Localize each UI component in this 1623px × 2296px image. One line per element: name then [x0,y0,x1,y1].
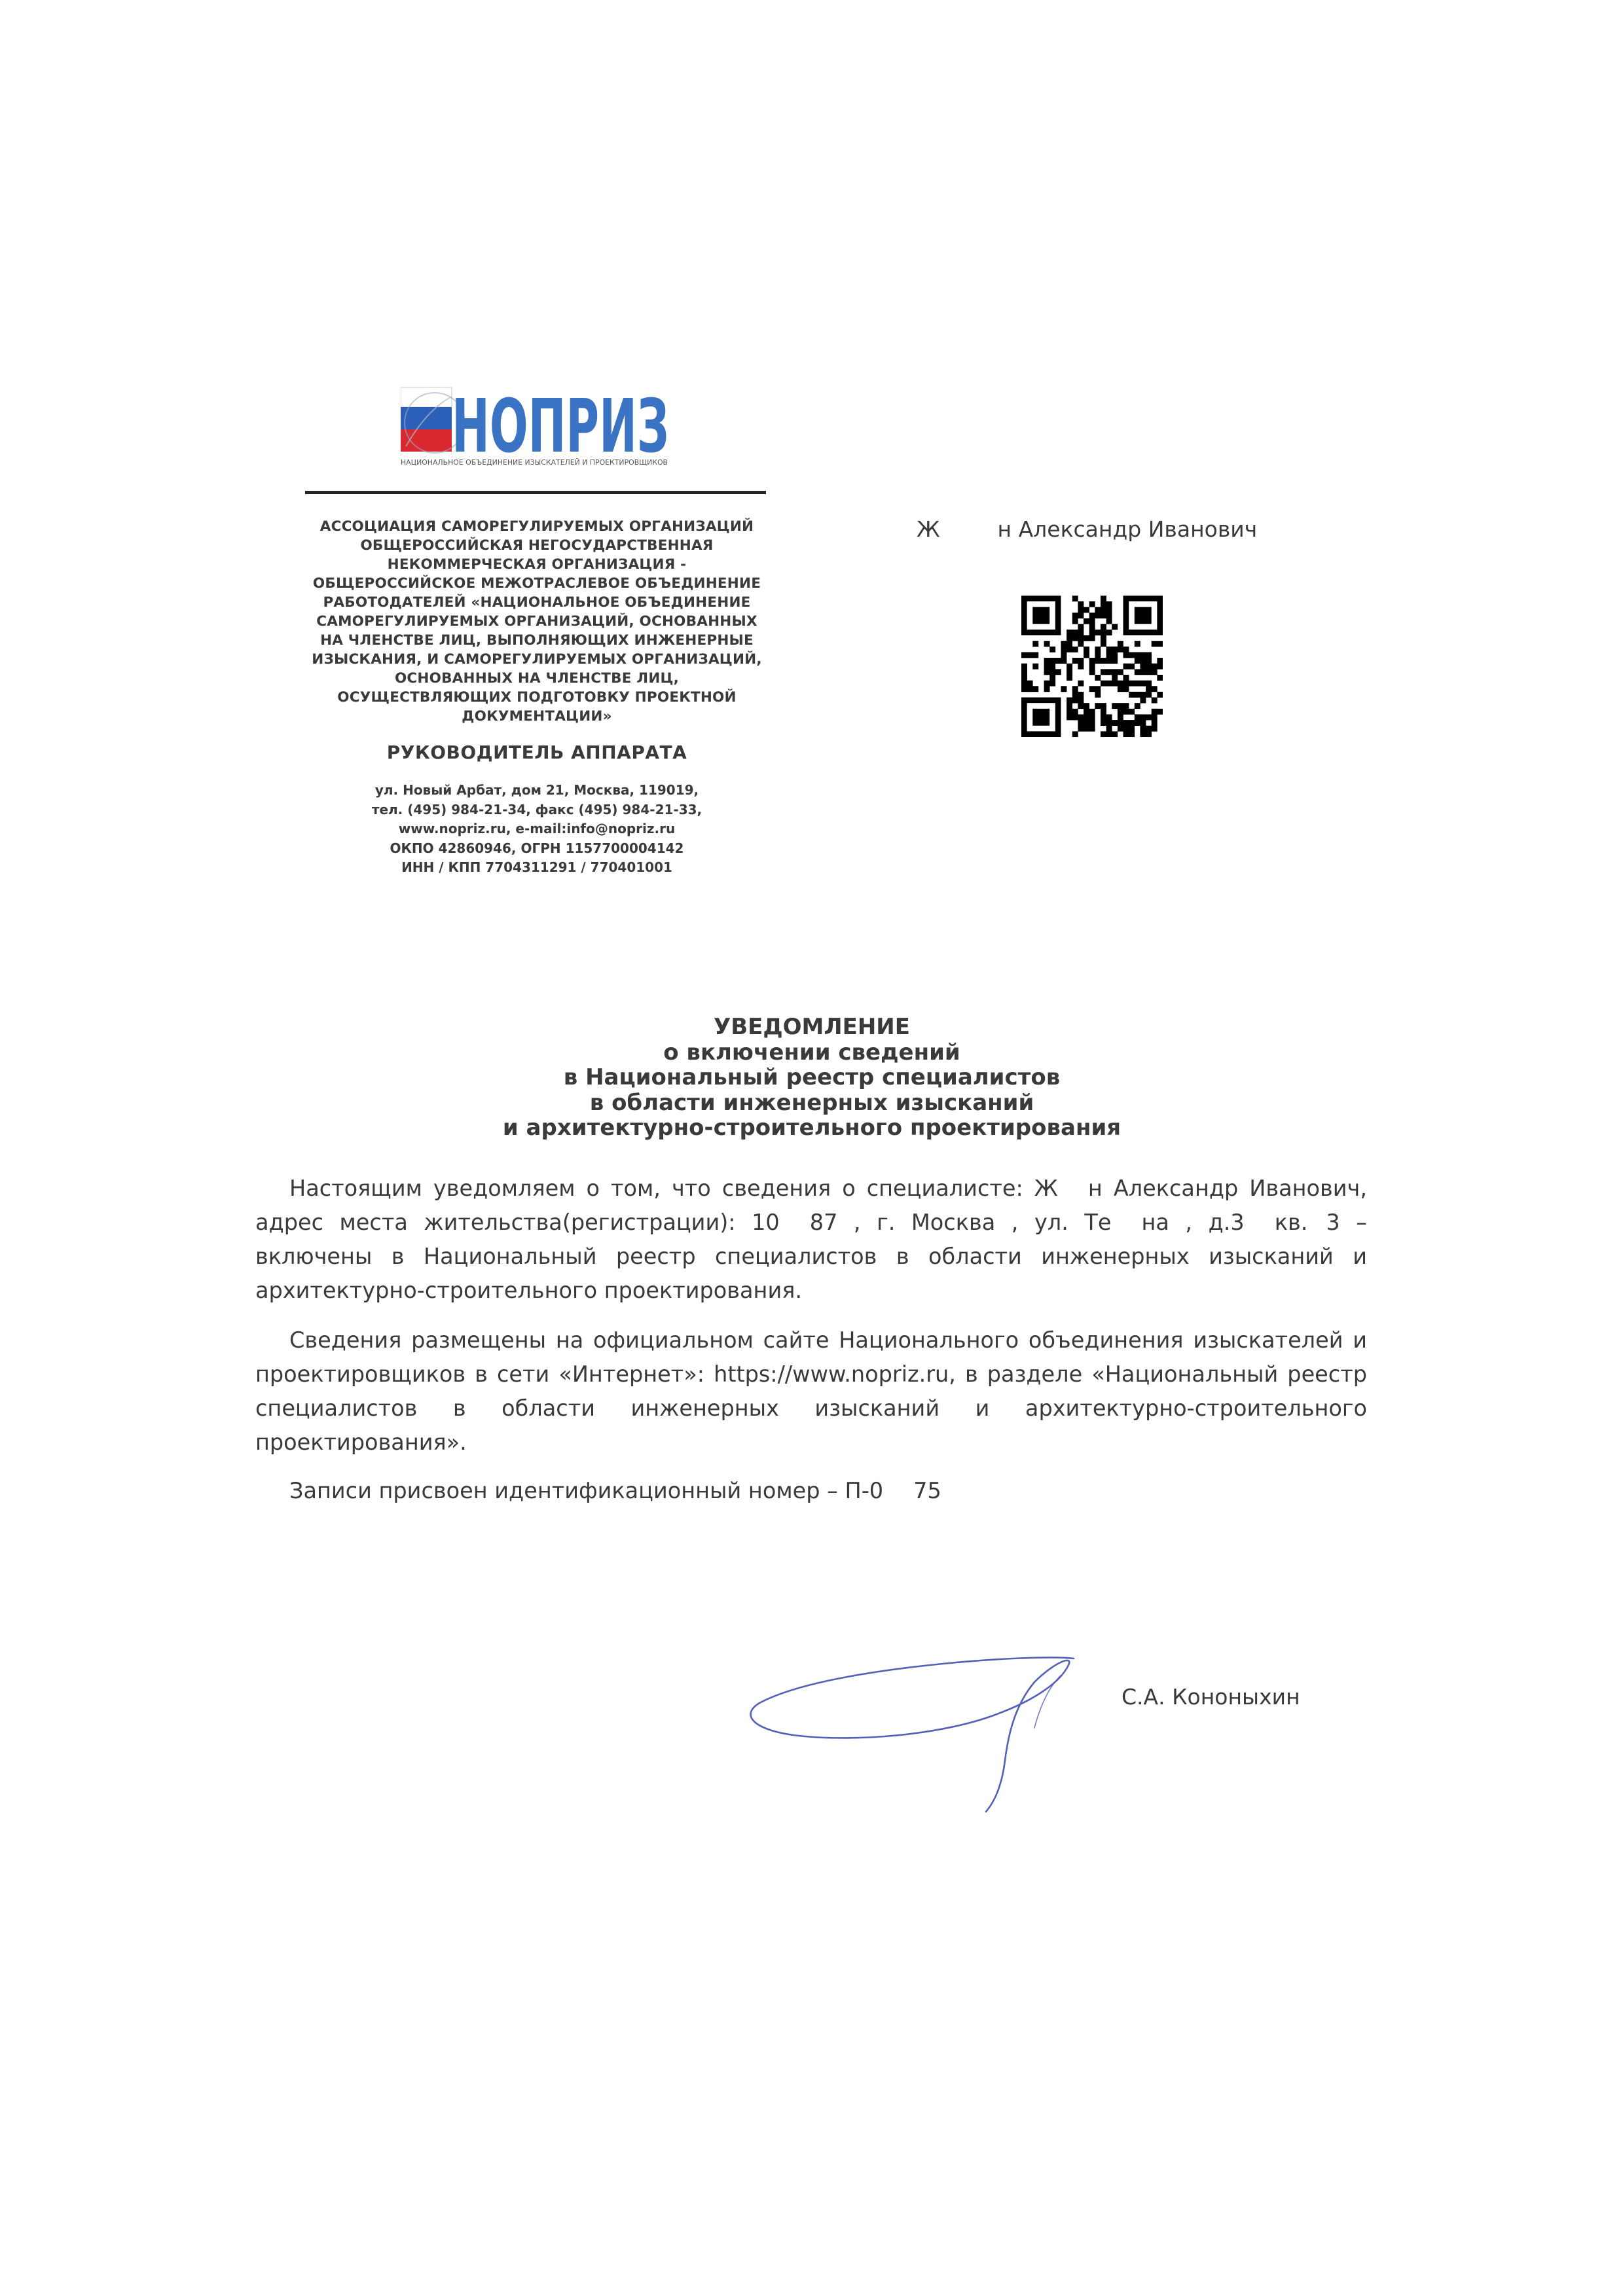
title-line: УВЕДОМЛЕНИЕ [714,1014,910,1040]
org-line: НА ЧЛЕНСТВЕ ЛИЦ, ВЫПОЛНЯЮЩИХ ИНЖЕНЕРНЫЕ [320,632,754,649]
organization-name [295,517,779,726]
org-line: ОБЩЕРОССИЙСКОЕ МЕЖОТРАСЛЕВОЕ ОБЪЕДИНЕНИЕ [312,575,761,592]
paragraph-identifier [255,1474,1367,1508]
body-text: 3 – [1326,1210,1367,1235]
position-title: РУКОВОДИТЕЛЬ АППАРАТА [386,742,687,763]
signer-name: С.А. Кононыхин [1122,1684,1300,1710]
paragraph-notification [255,1172,1367,1308]
body-text: Записи присвоен идентификационный номер – П-0 [289,1478,884,1503]
org-line: САМОРЕГУЛИРУЕМЫХ ОРГАНИЗАЦИЙ, ОСНОВАННЫХ [316,613,757,630]
notice-title [288,1014,1336,1141]
body-text: кв. [1274,1210,1308,1235]
body-text: 87 , г. Москва , ул. Те [809,1210,1112,1235]
logo-wordmark: НОПРИЗ [452,384,669,469]
contact-web: www.nopriz.ru, e-mail:info@nopriz.ru [398,821,676,836]
logo-subtitle: НАЦИОНАЛЬНОЕ ОБЪЕДИНЕНИЕ ИЗЫСКАТЕЛЕЙ И ПРОЕКТИРОВЩИКОВ [401,459,659,467]
body-text: адрес места жительства(регистрации): 10 [255,1210,780,1235]
contact-phone: тел. (495) 984-21-34, факс (495) 984-21-33, [371,801,702,817]
nopriz-logo [401,384,676,482]
body-line [255,1172,1367,1206]
title-line: в области инженерных изысканий [589,1089,1034,1116]
org-line: НЕКОММЕРЧЕСКАЯ ОРГАНИЗАЦИЯ - [387,556,687,573]
handwritten-signature [746,1649,1087,1820]
body-line: специалистов в области инженерных изысканий и архитектурно-строительного [255,1395,1367,1421]
body-line: проектировщиков в сети «Интернет»: https://www.nopriz.ru, в разделе «Национальный реестр [255,1361,1367,1387]
body-line [255,1206,1367,1240]
org-line: АССОЦИАЦИЯ САМОРЕГУЛИРУЕМЫХ ОРГАНИЗАЦИЙ [319,518,754,535]
org-line: ОСНОВАННЫХ НА ЧЛЕНСТВЕ ЛИЦ, [394,670,680,687]
contact-details [295,781,779,878]
recipient-name-start: Ж [917,516,940,542]
contact-address: ул. Новый Арбат, дом 21, Москва, 119019, [374,782,699,798]
body-line [255,1474,1367,1508]
org-line: ОСУЩЕСТВЛЯЮЩИХ ПОДГОТОВКУ ПРОЕКТНОЙ [337,689,737,706]
body-text: на , д.3 [1141,1210,1245,1235]
paragraph-publication [255,1323,1367,1460]
org-line: ИЗЫСКАНИЯ, И САМОРЕГУЛИРУЕМЫХ ОРГАНИЗАЦИЙ, [312,651,762,668]
qr-code [1021,596,1163,737]
body-text: Настоящим уведомляем о том, что сведения о специалисте: Ж [289,1175,1058,1201]
body-line: включены в Национальный реестр специалистов в области инженерных изысканий и [255,1244,1367,1269]
org-line: ОБЩЕРОССИЙСКАЯ НЕГОСУДАРСТВЕННАЯ [360,537,714,554]
title-line: в Национальный реестр специалистов [563,1064,1061,1090]
body-line: архитектурно-строительного проектирования. [255,1278,803,1303]
header-divider [305,491,766,494]
identifier-number: 75 [913,1478,941,1503]
contact-okpo: ОКПО 42860946, ОГРН 1157700004142 [390,840,684,856]
title-line: о включении сведений [663,1039,960,1066]
recipient-name-end: н Александр Иванович [997,516,1258,542]
body-text: н Александр Иванович, [1087,1175,1367,1201]
contact-inn: ИНН / КПП 7704311291 / 770401001 [401,859,672,875]
body-line: проектирования». [255,1429,467,1455]
recipient-name [917,516,1257,542]
org-line: ДОКУМЕНТАЦИИ» [462,708,612,725]
title-line: и архитектурно-строительного проектирования [502,1115,1122,1141]
org-line: РАБОТОДАТЕЛЕЙ «НАЦИОНАЛЬНОЕ ОБЪЕДИНЕНИЕ [323,594,751,611]
body-line: Сведения размещены на официальном сайте Национального объединения изыскателей и [289,1327,1367,1353]
